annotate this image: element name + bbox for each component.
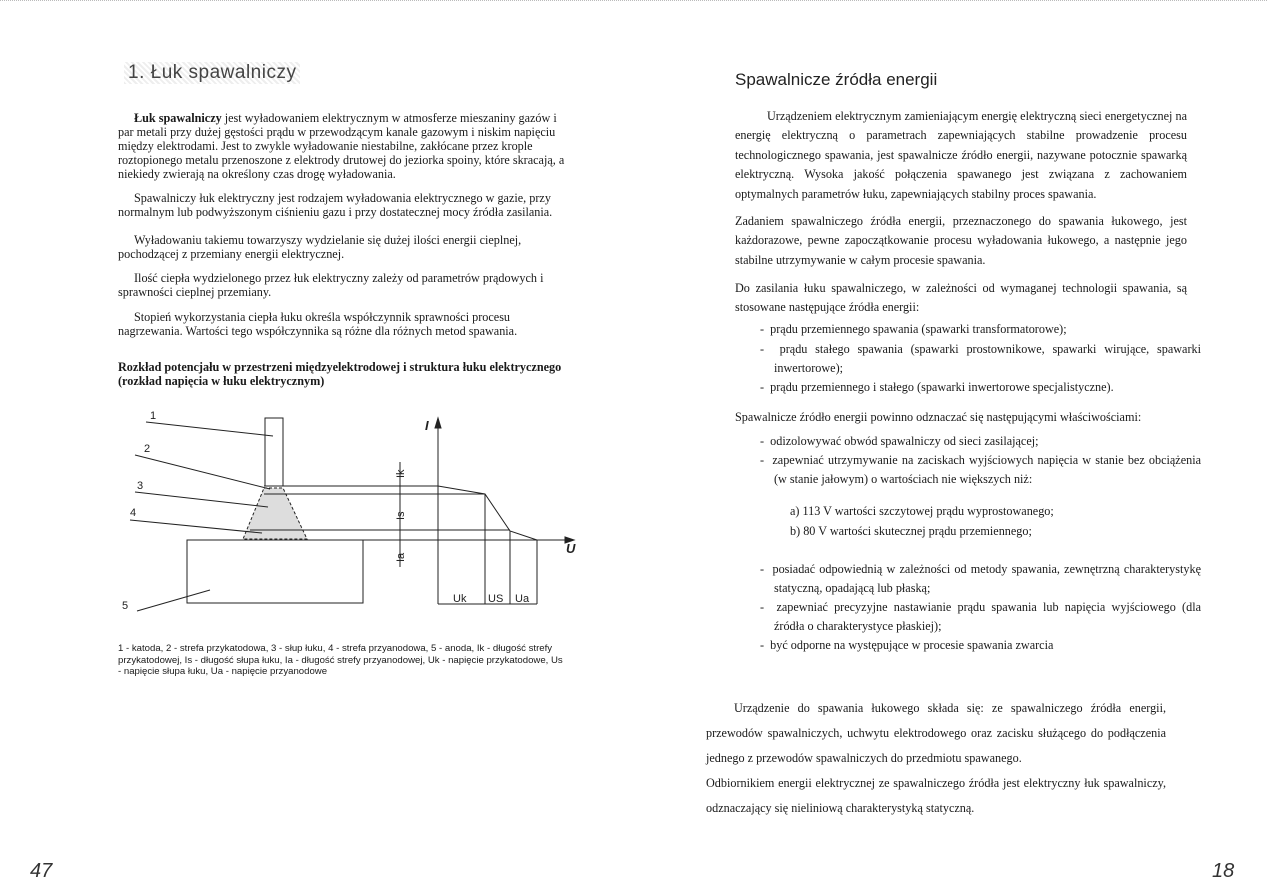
i-axis-label: I — [425, 418, 429, 433]
ua-label: Ua — [515, 593, 530, 605]
paragraph: Urządzeniem elektrycznym zamieniającym energię elektryczną sieci energetycznej na energię elektryczną o parametrach zapewniających stabilne prowadzenie procesu technologicznego spawania, jest spawalnicze źródło energii, nazywane potocznie spawarką elektryczną. Wysoka jakość połączenia spawanego jest związana z zachowaniem optymalnych parametrów łuku, zapewniających stabilny proces spawania. — [735, 109, 1187, 201]
list-item-property: - posiadać odpowiednią w zależności od metody spawania, zewnętrzną charakterystykę statyczną, opadającą lub płaską; — [760, 562, 1201, 596]
ik-label: Ik — [395, 469, 407, 478]
list-item-property: - odizolowywać obwód spawalniczy od sieci zasilającej; — [760, 434, 1039, 448]
list-item-text: zapewniać utrzymywanie na zaciskach wyjściowych napięcia w stanie bez obciążenia (w stanie jałowym) o wartościach nie większych niż: — [772, 453, 1202, 487]
paragraph: Spawalniczy łuk elektryczny jest rodzajem wyładowania elektrycznego w gazie, przy normalnym lub podwyższonym ciśnieniu gazu i przy dostatecznej mocy źródła zasilania. — [118, 191, 553, 219]
paragraph: Do zasilania łuku spawalniczego, w zależności od wymaganej technologii spawania, są stosowane następujące źródła energii: — [735, 281, 1187, 315]
paragraph: Odbiornikiem energii elektrycznej ze spawalniczego źródła jest elektryczny łuk spawalniczy, odznaczający się nieliniową charakterystyką statyczną. — [706, 776, 1166, 815]
is-label: Is — [395, 511, 407, 520]
list-item-property: - zapewniać precyzyjne nastawianie prądu spawania lub napięcia wyjściowego (dla źródła o charakterystyce płaskiej); — [760, 600, 1202, 634]
paragraph: Stopień wykorzystania ciepła łuku określa współczynnik sprawności procesu nagrzewania. Wartości tego współczynnika są różne dla różnych metod spawania. — [118, 310, 518, 338]
figure-caption: 1 - katoda, 2 - strefa przykatodowa, 3 - słup łuku, 4 - strefa przyanodowa, 5 - anoda, Ik - długość strefy przykatodowej, Is - długość słupa łuku, Ia - długość strefy przyanodowej, Uk - napięcie przykatodowe, Us - napięcie słupa łuku, Ua - napięcie przyanodowe — [118, 643, 563, 677]
list-item-property: - być odporne na występujące w procesie spawania zwarcia — [760, 638, 1054, 652]
figure-heading: Rozkład potencjału w przestrzeni międzyelektrodowej i struktura łuku elektrycznego (rozkład napięcia w łuku elektrycznym) — [118, 360, 562, 388]
paragraph-text: jest wyładowaniem elektrycznym w atmosferze mieszaniny gazów i par metali przy dużej gęstości prądu w przewodzącym kanale gazowym i niskim napięciu między elektrodami. Jest to zwykle wyładowanie niestabilne, zakłócane przez krople roztopionego metalu przenoszone z elektrody drutowej do jeziorka spoiny, które skracają, a niekiedy zwierają na określony czas drogę wyładowania. — [118, 111, 565, 181]
paragraph: Zadaniem spawalniczego źródła energii, przeznaczonego do spawania łukowego, jest każdorazowe, pewne zapoczątkowanie procesu wyładowania łukowego, a następnie jego stabilne utrzymywanie w całym procesie spawania. — [735, 214, 1187, 267]
list-item-source: - prądu stałego spawania (spawarki prostownikowe, spawarki wirujące, spawarki inwertorowe); — [760, 342, 1202, 376]
label-2: 2 — [144, 443, 151, 455]
paragraph: Wyładowaniu takiemu towarzyszy wydzielanie się dużej ilości energii cieplnej, pochodzącej z przemiany energii elektrycznej. — [118, 233, 522, 261]
arc-column — [243, 488, 307, 539]
u-axis-label: U — [566, 541, 576, 556]
term-bold: Łuk spawalniczy — [134, 111, 222, 125]
list-item-source: - prądu przemiennego spawania (spawarki transformatorowe); — [760, 322, 1067, 336]
uk-label: Uk — [453, 593, 467, 605]
label-4: 4 — [130, 507, 137, 519]
arc-structure-diagram — [0, 0, 640, 700]
list-item-source: - prądu przemiennego i stałego (spawarki inwertorowe specjalistyczne). — [760, 380, 1114, 394]
paragraph: Urządzenie do spawania łukowego składa się: ze spawalniczego źródła energii, przewodów spawalniczych, uchwytu elektrodowego oraz zacisku służącego do podłączenia jednego z przewodów spawalniczych do przedmiotu spawanego. — [706, 701, 1166, 765]
left-page-number: 47 — [30, 860, 53, 882]
list-item-text: prądu stałego spawania (spawarki prostownikowe, spawarki wirujące, spawarki inwertorowe); — [774, 342, 1202, 376]
anode-rect — [187, 540, 363, 603]
paragraph: Spawalnicze źródło energii powinno odznaczać się następującymi właściwościami: — [735, 410, 1142, 424]
list-item-text: posiadać odpowiednią w zależności od metody spawania, zewnętrzną charakterystykę statyczną, opadającą lub płaską; — [772, 562, 1201, 596]
right-page-title: Spawalnicze źródła energii — [735, 70, 938, 89]
right-page-number: 18 — [1212, 860, 1235, 882]
limit-item: a) 113 V wartości szczytowej prądu wyprostowanego; — [790, 504, 1054, 518]
label-5: 5 — [122, 600, 129, 612]
us-label: US — [488, 593, 504, 605]
list-item-text: prądu przemiennego spawania (spawarki transformatorowe); — [770, 322, 1067, 336]
list-item-text: zapewniać precyzyjne nastawianie prądu spawania lub napięcia wyjściowego (dla źródła o charakterystyce płaskiej); — [774, 600, 1202, 634]
ia-label: Ia — [395, 552, 407, 562]
label-1: 1 — [150, 410, 157, 422]
label-3: 3 — [137, 480, 144, 492]
list-item-text: być odporne na występujące w procesie spawania zwarcia — [770, 638, 1054, 652]
cathode-rect — [265, 418, 283, 486]
list-item-property: - zapewniać utrzymywanie na zaciskach wyjściowych napięcia w stanie bez obciążenia (w stanie jałowym) o wartościach nie większych niż: — [760, 453, 1202, 487]
list-item-text: odizolowywać obwód spawalniczy od sieci zasilającej; — [770, 434, 1039, 448]
paragraph: Ilość ciepła wydzielonego przez łuk elektryczny zależy od parametrów prądowych i sprawności cieplnej przemiany. — [118, 271, 544, 299]
left-page-title: 1. Łuk spawalniczy — [124, 62, 300, 84]
limit-item: b) 80 V wartości skutecznej prądu przemiennego; — [790, 524, 1032, 538]
list-item-text: prądu przemiennego i stałego (spawarki inwertorowe specjalistyczne). — [770, 380, 1114, 394]
